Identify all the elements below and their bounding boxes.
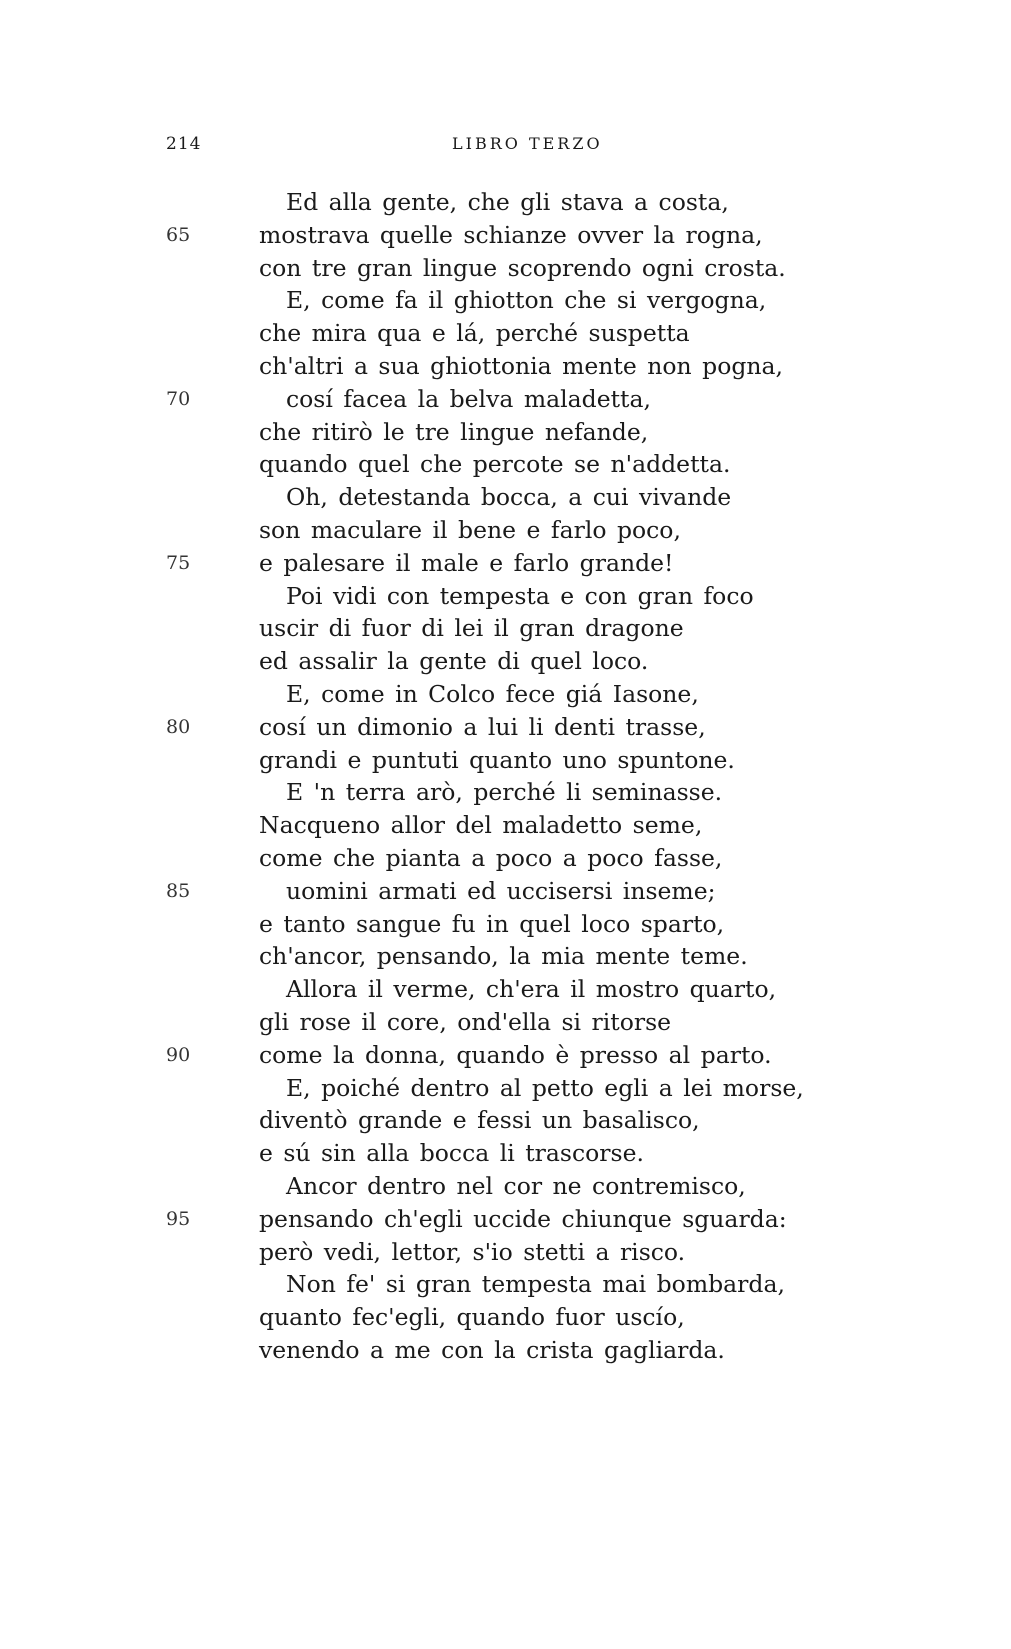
verse-text: che mira qua e lá, perché suspetta [259,319,690,348]
verse-line [0,481,1011,514]
verse-text: Ancor dentro nel cor ne contremisco, [286,1171,746,1200]
verse-line [0,940,1011,973]
verse-text: quanto fec'egli, quando fuor uscío, [259,1303,685,1332]
verse-text: E 'n terra arò, perché li seminasse. [286,778,723,807]
verse-text: però vedi, lettor, s'io stetti a risco. [259,1237,686,1266]
verse-text: venendo a me con la crista gagliarda. [259,1335,725,1364]
verse-text: ch'altri a sua ghiottonia mente non pogna, [259,351,783,380]
verse-line [0,448,1011,481]
verse-text: con tre gran lingue scoprendo ogni crosta. [259,253,786,282]
verse-line [0,514,1011,547]
verse-text: come che pianta a poco a poco fasse, [259,843,723,872]
verse-line [0,219,1011,252]
verse-text: Oh, detestanda bocca, a cui vivande [286,483,732,512]
verse-line [0,1137,1011,1170]
verse-text: Nacqueno allor del maladetto seme, [259,811,703,840]
verse-line [0,973,1011,1006]
verse-text: Allora il verme, ch'era il mostro quarto, [286,975,777,1004]
verse-line [0,875,1011,908]
verse-text: come la donna, quando è presso al parto. [259,1040,772,1069]
verse-text: ed assalir la gente di quel loco. [259,647,649,676]
verse-text: cosí un dimonio a lui li denti trasse, [259,712,706,741]
verse-line [0,252,1011,285]
verse-text: uomini armati ed uccisersi inseme; [286,876,716,905]
verse-text: e tanto sangue fu in quel loco sparto, [259,909,725,938]
verse-line [0,284,1011,317]
verse-line [0,1006,1011,1039]
verse-line [0,1170,1011,1203]
verse-line [0,1039,1011,1072]
verse-line [0,580,1011,613]
verse-line [0,908,1011,941]
verse-number: 85 [166,879,191,902]
verse-text: Non fe' si gran tempesta mai bombarda, [286,1270,785,1299]
verse-text: quando quel che percote se n'addetta. [259,450,731,479]
verse-text: Poi vidi con tempesta e con gran foco [286,581,754,610]
verse-number: 80 [166,715,191,738]
running-head: LIBRO TERZO [452,134,603,153]
verse-line [0,317,1011,350]
verse-text: uscir di fuor di lei il gran dragone [259,614,684,643]
verse-line [0,645,1011,678]
verse-number: 65 [166,223,191,246]
verse-line [0,842,1011,875]
verse-text: mostrava quelle schianze ovver la rogna, [259,220,763,249]
verse-text: E, poiché dentro al petto egli a lei morse, [286,1073,804,1102]
verse-line [0,1104,1011,1137]
verse-text: gli rose il core, ond'ella si ritorse [259,1007,672,1036]
verse-text: cosí facea la belva maladetta, [286,384,651,413]
verse-text: e palesare il male e farlo grande! [259,548,674,577]
verse-line [0,1072,1011,1105]
verse-line [0,416,1011,449]
verse-text: diventò grande e fessi un basalisco, [259,1106,700,1135]
verse-line [0,1268,1011,1301]
verse-line [0,1203,1011,1236]
verse-line [0,678,1011,711]
verse-text: grandi e puntuti quanto uno spuntone. [259,745,735,774]
verse-text: E, come fa il ghiotton che si vergogna, [286,286,767,315]
verse-text: e sú sin alla bocca li trascorse. [259,1139,644,1168]
verse-line [0,612,1011,645]
verse-line [0,186,1011,219]
verse-line [0,383,1011,416]
verse-number: 95 [166,1207,191,1230]
verse-text: pensando ch'egli uccide chiunque sguarda: [259,1204,787,1233]
verse-line [0,1236,1011,1269]
verse-number: 75 [166,551,191,574]
verse-line [0,547,1011,580]
verse-line [0,776,1011,809]
verse-line [0,809,1011,842]
verse-number: 90 [166,1043,191,1066]
verse-text: Ed alla gente, che gli stava a costa, [286,188,729,216]
poem-body [0,186,1011,1367]
verse-line [0,711,1011,744]
verse-number: 70 [166,387,191,410]
verse-text: E, come in Colco fece giá Iasone, [286,679,699,708]
verse-line [0,744,1011,777]
verse-text: che ritirò le tre lingue nefande, [259,417,649,446]
verse-text: ch'ancor, pensando, la mia mente teme. [259,942,748,971]
verse-line [0,350,1011,383]
verse-line [0,1301,1011,1334]
verse-line [0,1334,1011,1367]
verse-text: son maculare il bene e farlo poco, [259,515,681,544]
page-number: 214 [166,134,202,154]
